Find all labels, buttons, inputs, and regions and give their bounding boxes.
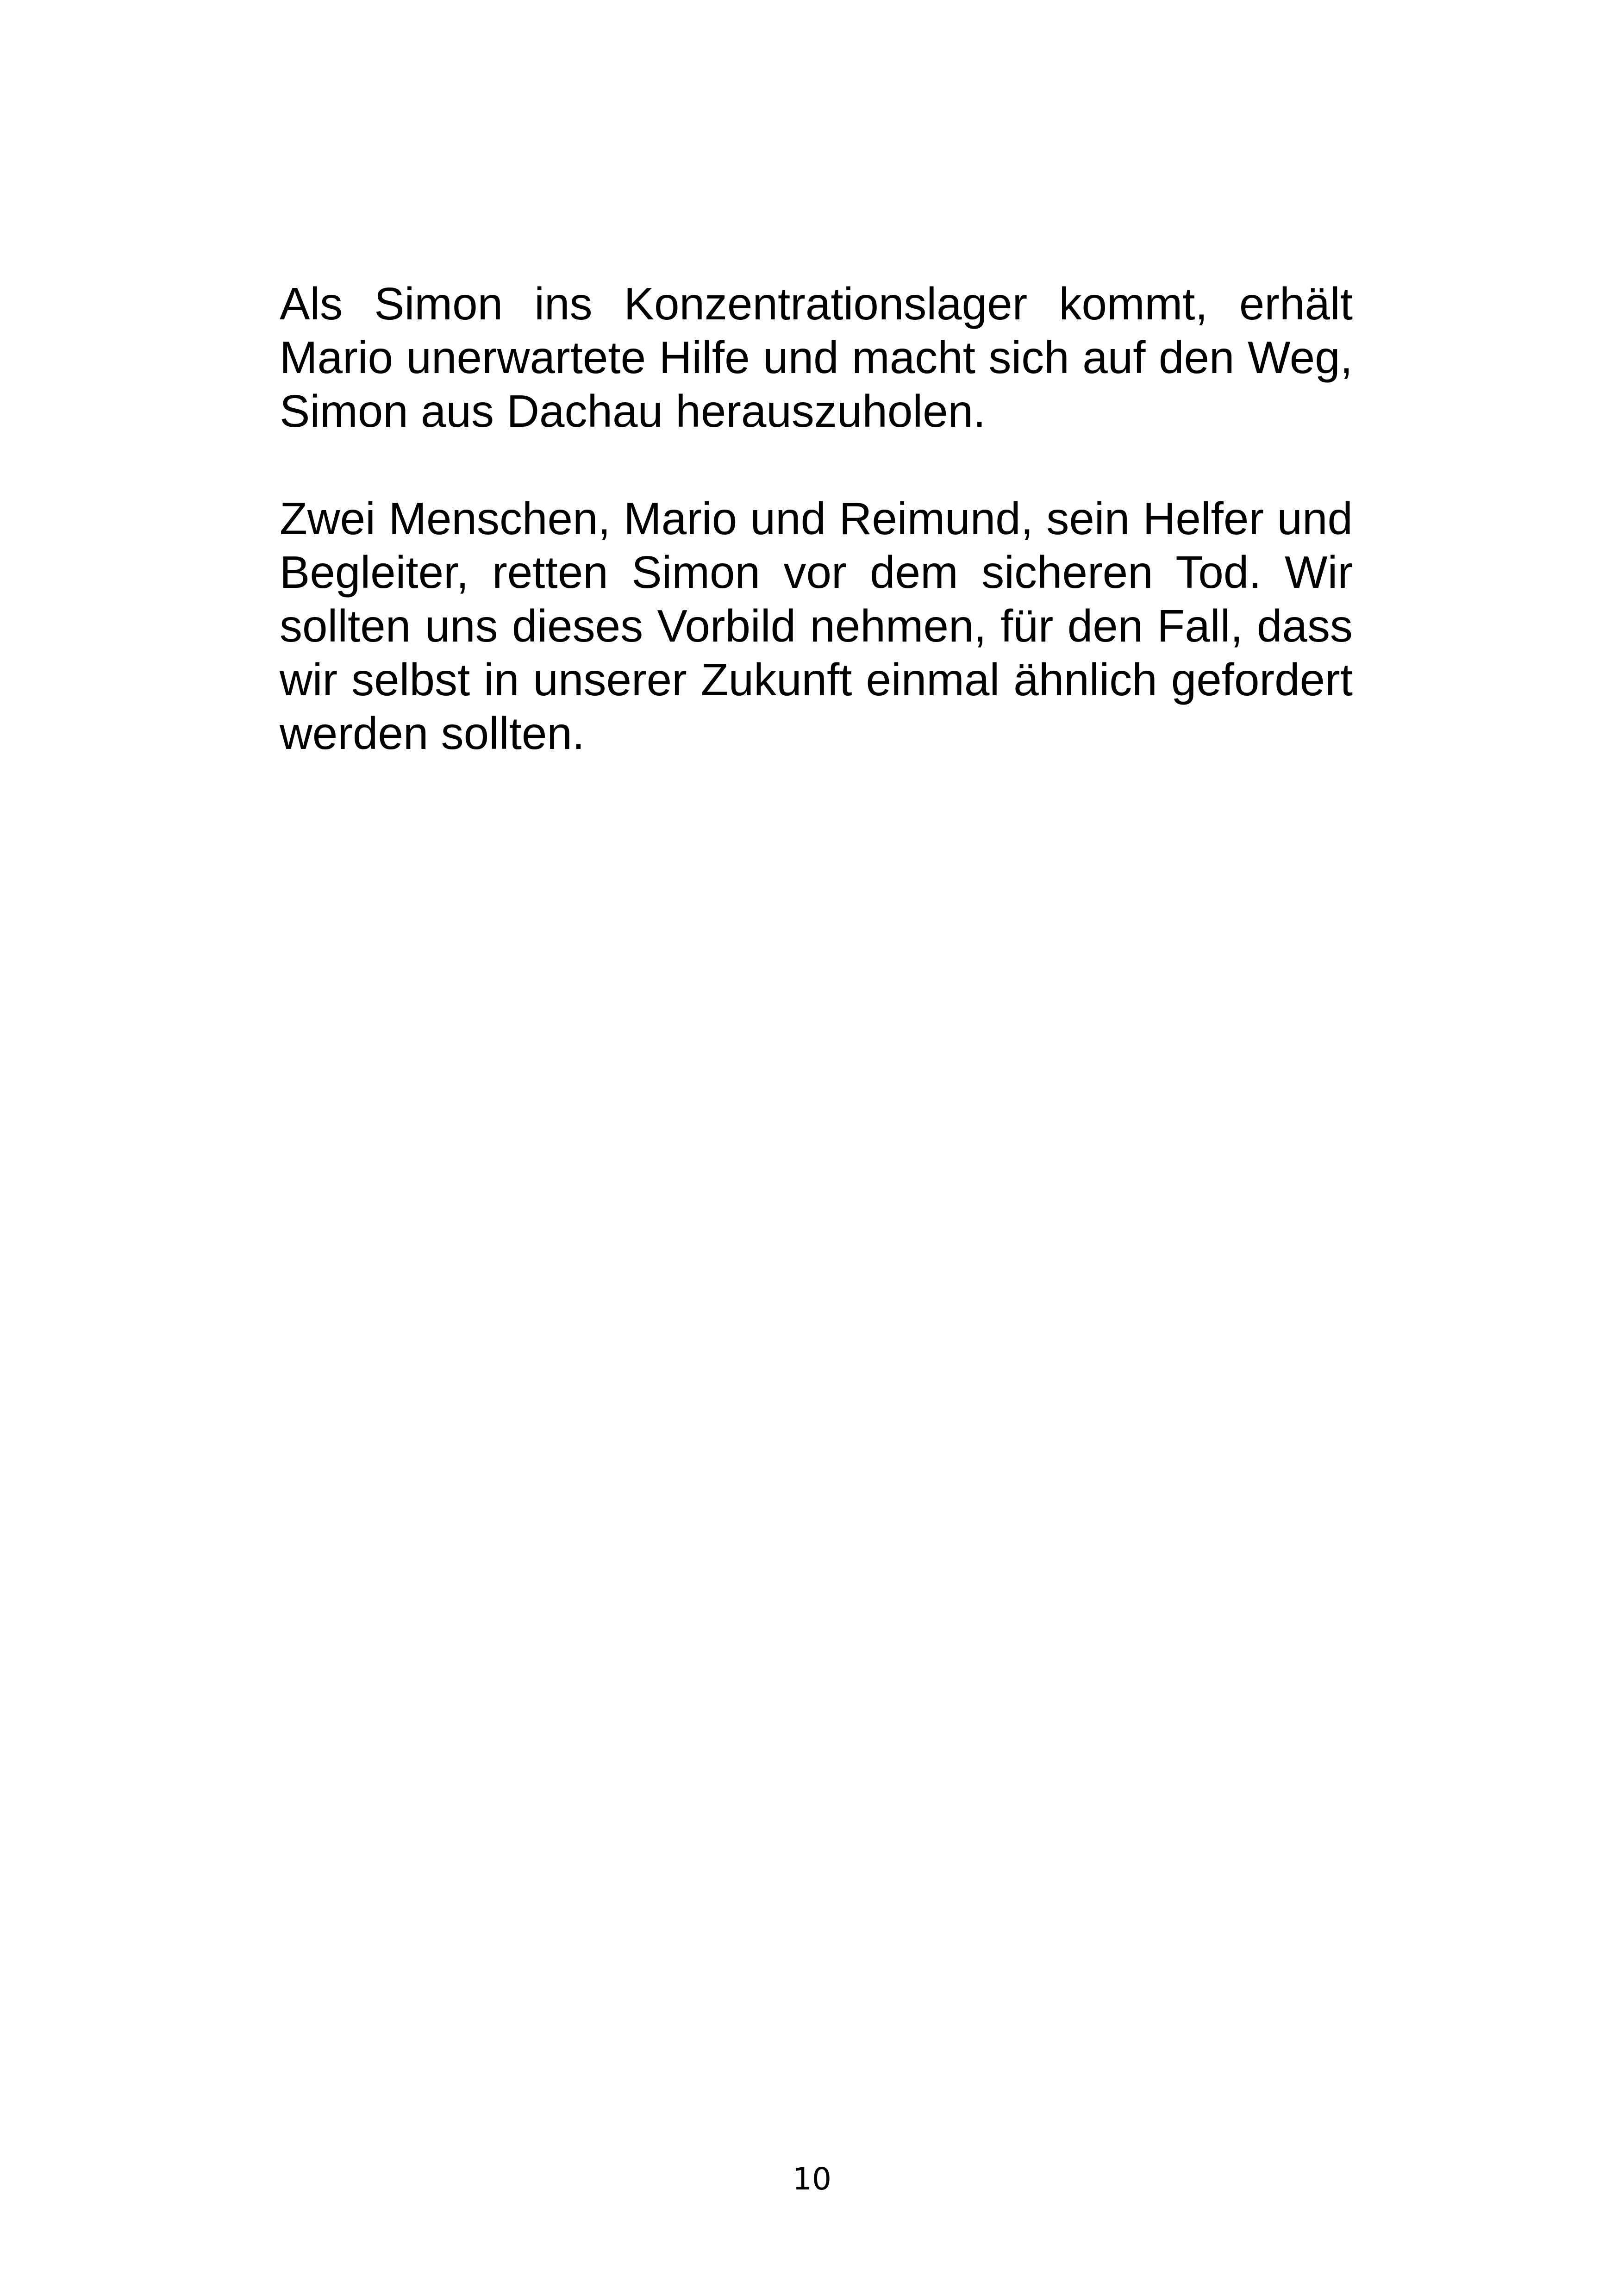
body-text: [280, 277, 1353, 760]
page-number: 10: [793, 2161, 831, 2197]
paragraph-1: Als Simon ins Konzentrationslager kommt, erhält Mario unerwartete Hilfe und macht sich auf den Weg, Simon aus Dachau herauszuholen.: [280, 278, 1353, 437]
paragraph-2: Zwei Menschen, Mario und Reimund, sein Helfer und Begleiter, retten Simon vor dem sicheren Tod. Wir sollten uns dieses Vorbild nehmen, für den Fall, dass wir selbst in unserer Zukunft einmal ähnlich gefordert werden sollten.: [280, 493, 1353, 759]
